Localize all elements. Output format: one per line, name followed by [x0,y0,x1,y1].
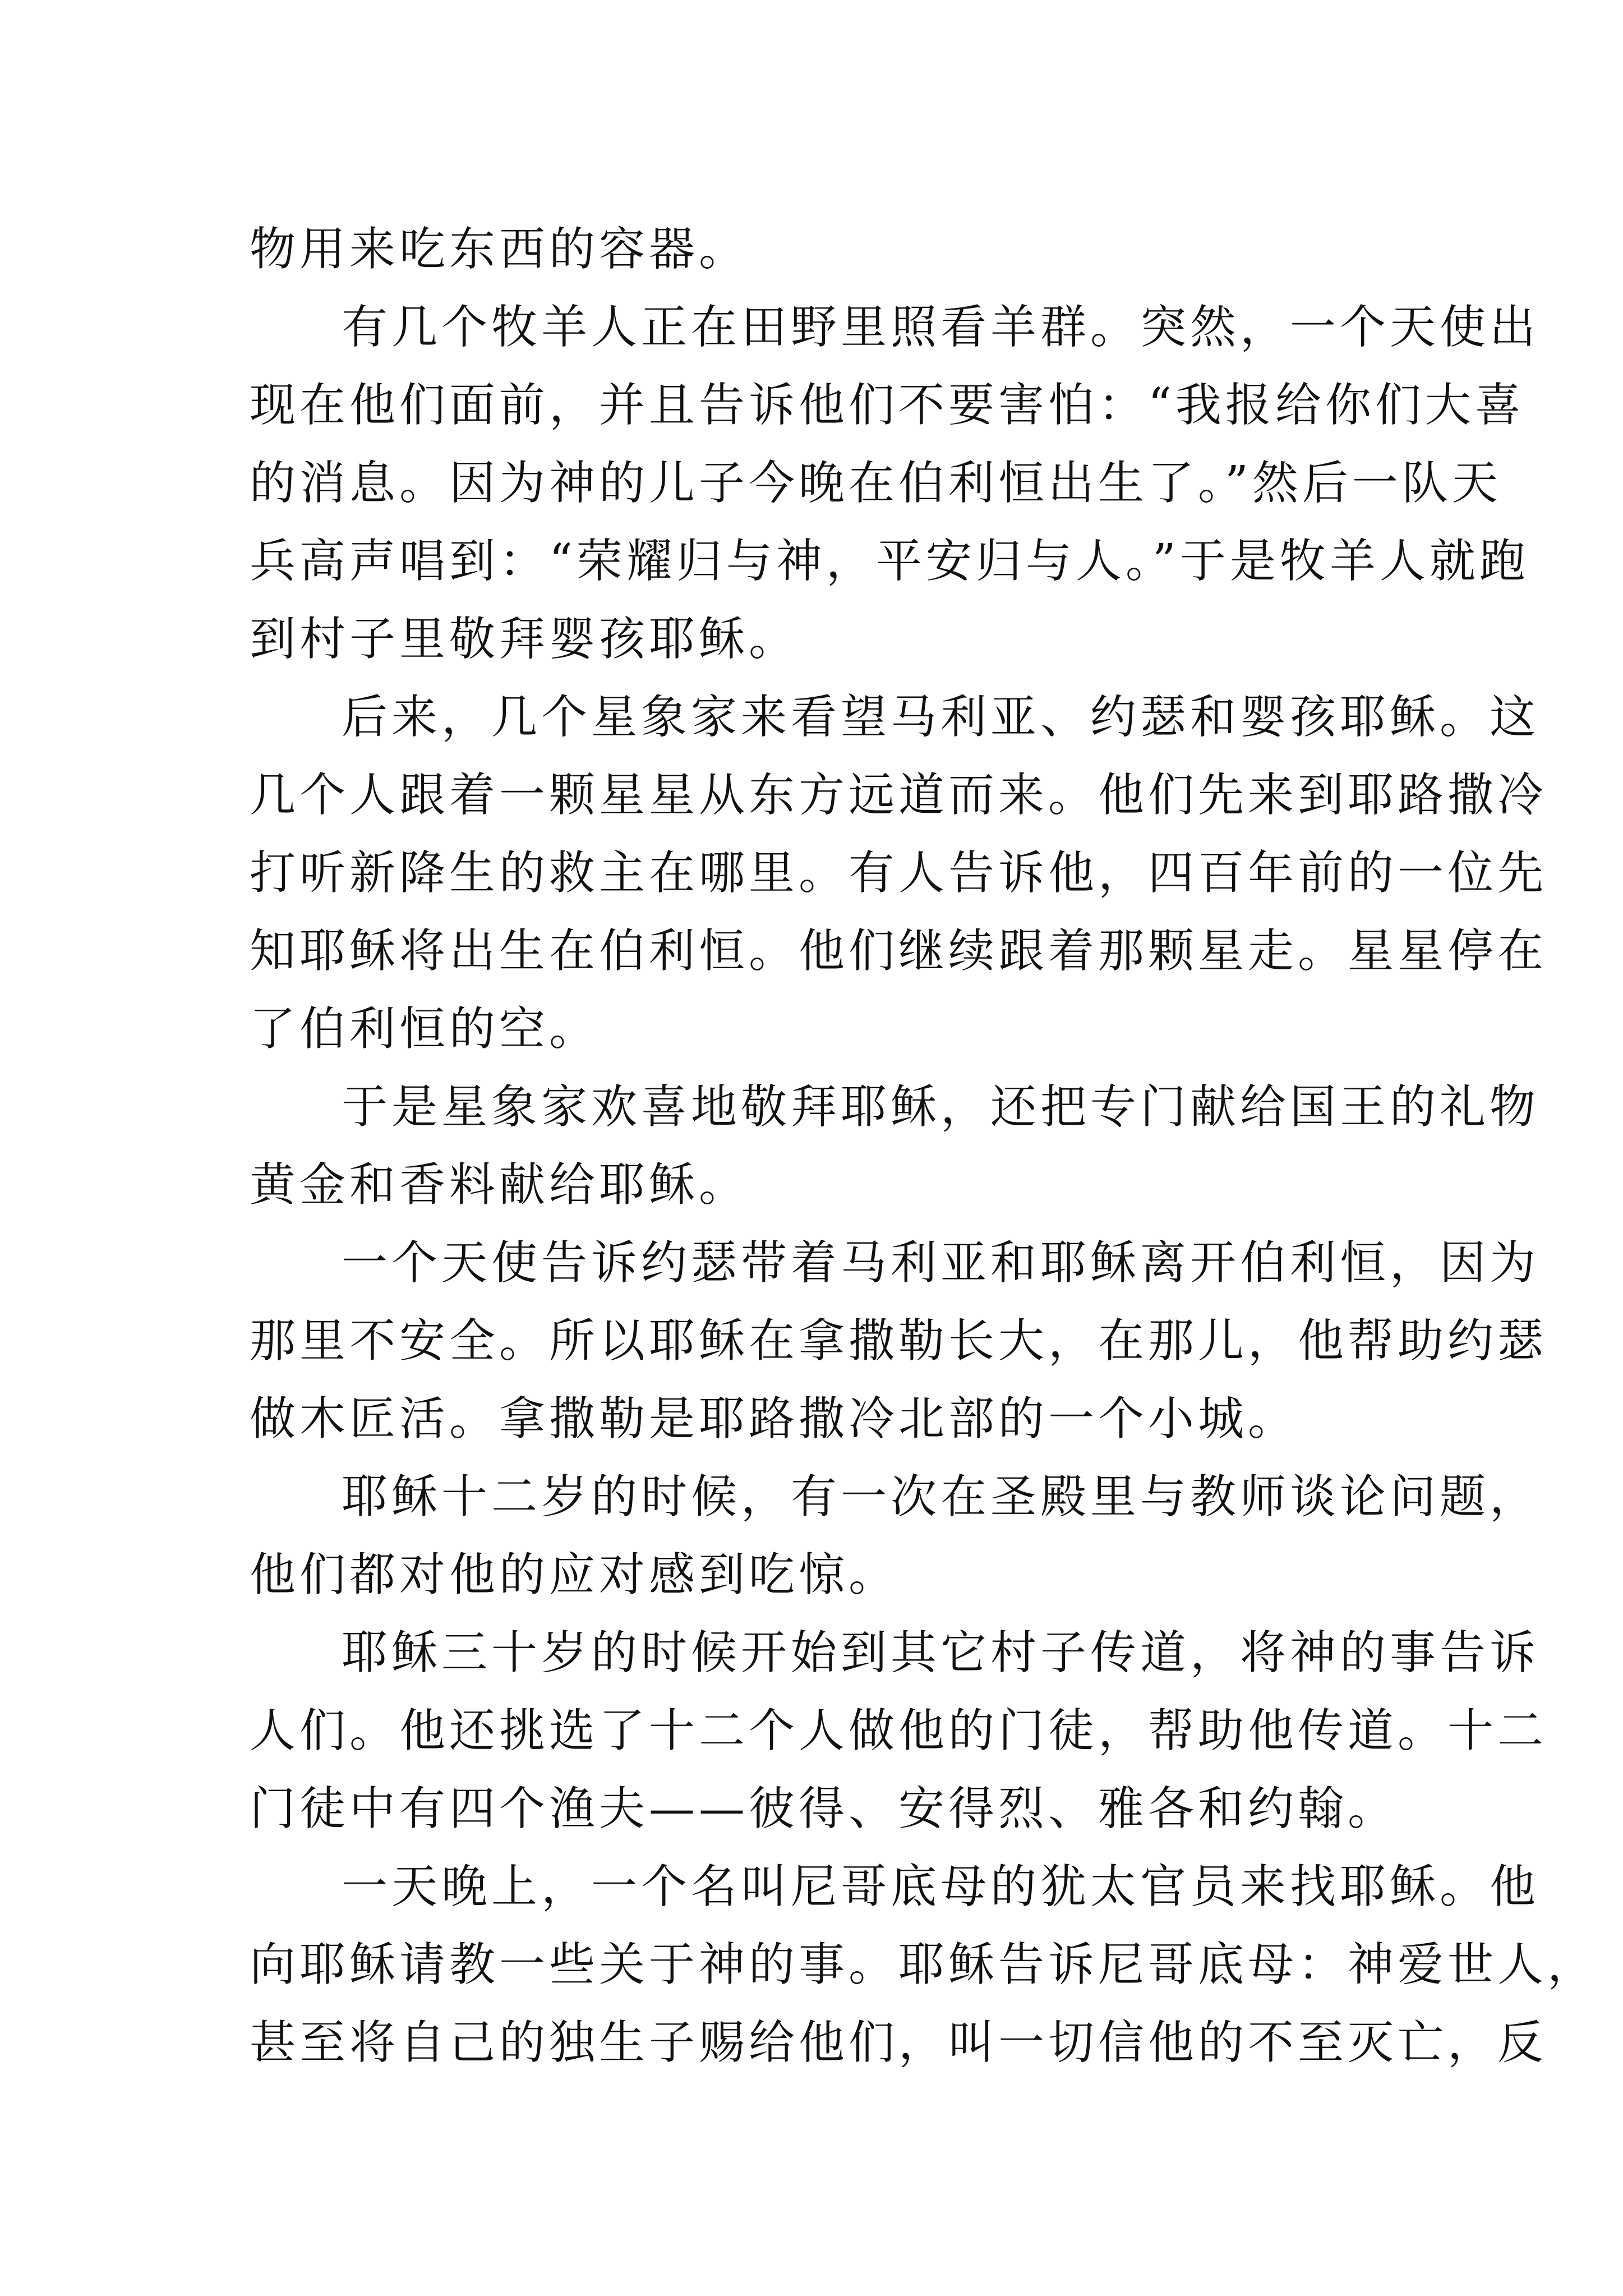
text-line: 门徒中有四个渔夫——彼得、安得烈、雅各和约翰。 [250,1782,1398,1835]
paragraph-first-line: 后来，几个星象家来看望马利亚、约瑟和婴孩耶稣。这 [342,691,1540,744]
paragraph-first-line: 于是星象家欢喜地敬拜耶稣，还把专门献给国王的礼物 [342,1080,1540,1134]
paragraph-first-line: 一个天使告诉约瑟带着马利亚和耶稣离开伯利恒，因为 [342,1236,1540,1290]
text-line: 几个人跟着一颗星星从东方远道而来。他们先来到耶路撒冷 [250,769,1548,822]
text-line: 打听新降生的救主在哪里。有人告诉他，四百年前的一位先 [250,846,1548,900]
body-text [250,210,1598,2082]
text-line: 物用来吃东西的容器。 [250,223,749,276]
text-line: 做木匠活。拿撒勒是耶路撒冷北部的一个小城。 [250,1392,1298,1446]
text-line: 黄金和香料献给耶稣。 [250,1158,749,1212]
text-line: 甚至将自己的独生子赐给他们，叫一切信他的不至灭亡，反 [250,2016,1548,2069]
paragraph-first-line: 有几个牧羊人正在田野里照看羊群。突然，一个天使出 [342,301,1540,354]
text-line: 人们。他还挑选了十二个人做他的门徒，帮助他传道。十二 [250,1704,1548,1757]
text-line: 他们都对他的应对感到吃惊。 [250,1548,899,1602]
text-line: 向耶稣请教一些关于神的事。耶稣告诉尼哥底母：神爱世人， [250,1938,1598,1991]
text-line: 现在他们面前，并且告诉他们不要害怕：“我报给你们大喜 [250,379,1525,432]
text-line: 那里不安全。所以耶稣在拿撒勒长大，在那儿，他帮助约瑟 [250,1314,1548,1368]
text-line: 到村子里敬拜婴孩耶稣。 [250,613,799,666]
paragraph-first-line: 一天晚上，一个名叫尼哥底母的犹太官员来找耶稣。他 [342,1860,1540,1913]
paragraph-first-line: 耶稣十二岁的时候，有一次在圣殿里与教师谈论问题， [342,1470,1540,1524]
paragraph-first-line: 耶稣三十岁的时候开始到其它村子传道，将神的事告诉 [342,1626,1540,1680]
text-line: 知耶稣将出生在伯利恒。他们继续跟着那颗星走。星星停在 [250,924,1548,978]
text-line: 了伯利恒的空。 [250,1002,600,1056]
text-line: 兵高声唱到：“荣耀归与神，平安归与人。”于是牧羊人就跑 [250,535,1529,588]
text-line: 的消息。因为神的儿子今晚在伯利恒出生了。”然后一队天 [250,457,1502,510]
